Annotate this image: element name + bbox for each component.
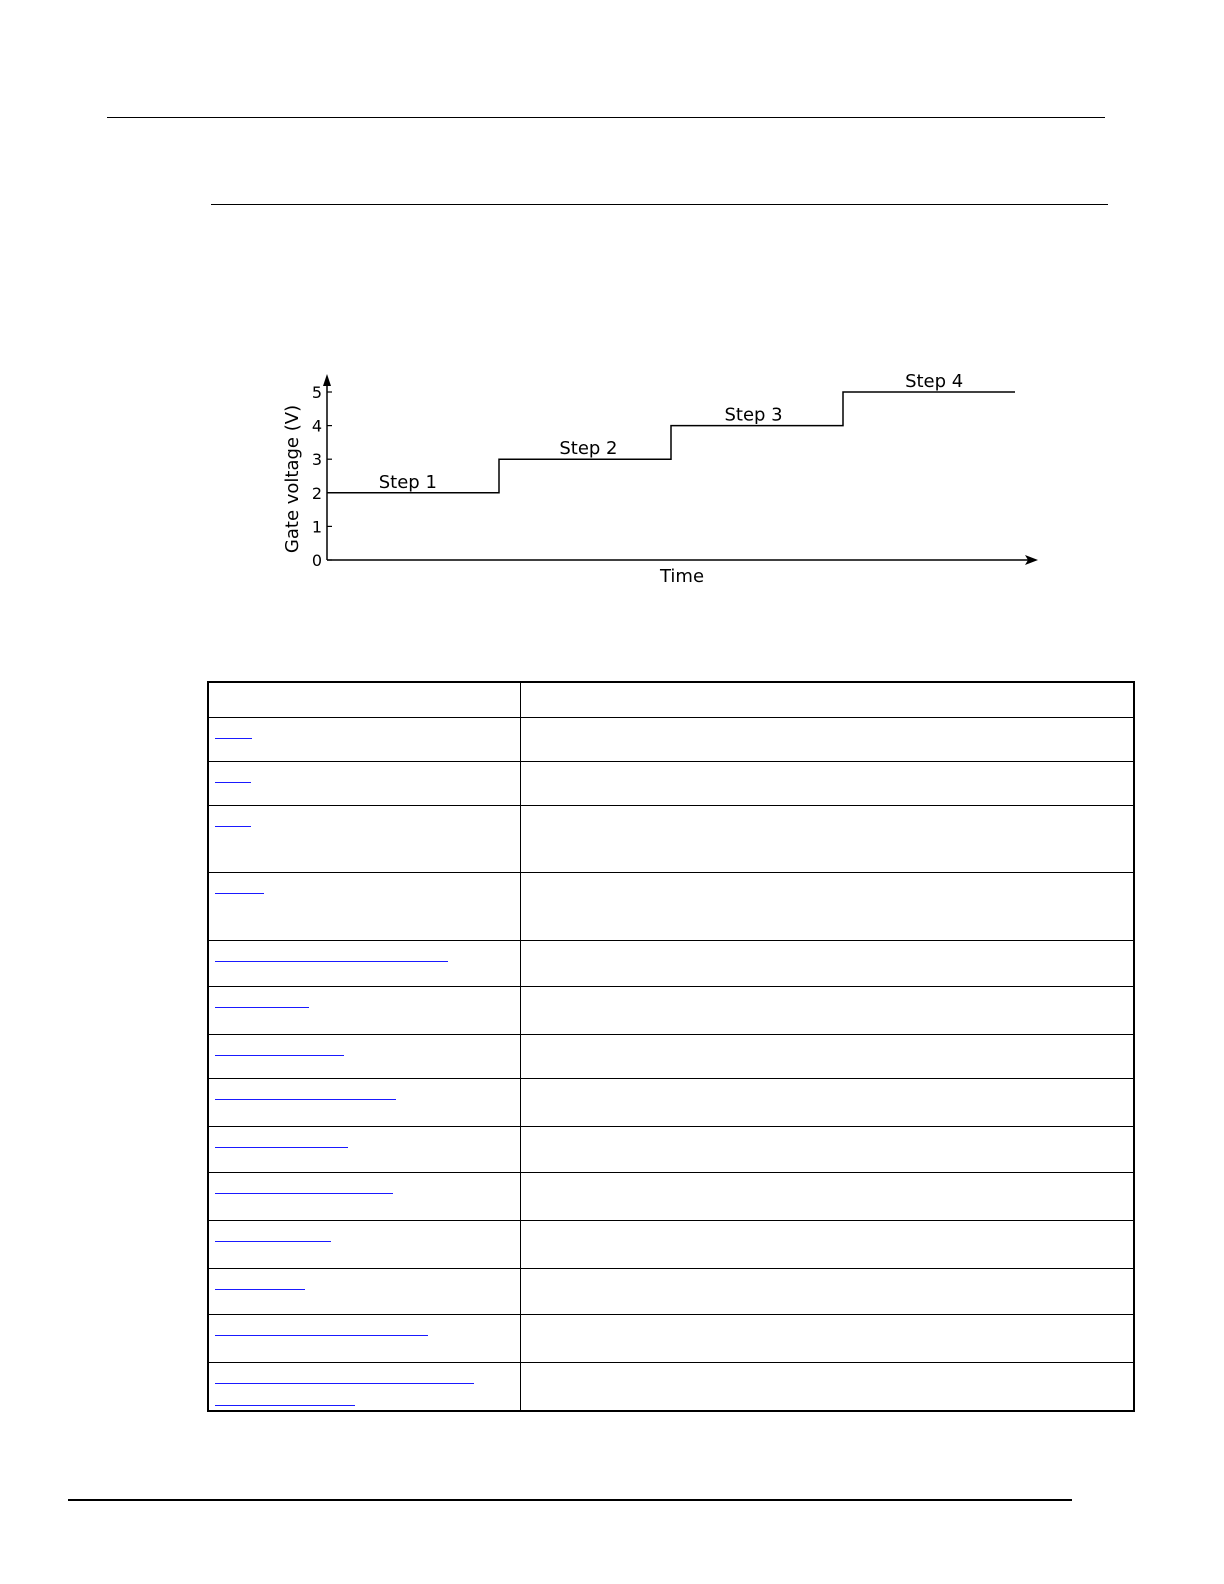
y-tick-label: 0 <box>311 551 322 570</box>
description-cell <box>521 1269 1135 1315</box>
description-cell <box>521 1363 1135 1411</box>
description-cell <box>521 1127 1135 1173</box>
y-axis-label: Gate voltage (V) <box>282 404 303 554</box>
step-2-label: Step 2 <box>559 438 618 460</box>
footer-rule <box>68 1499 1072 1501</box>
command-link[interactable] <box>215 826 251 827</box>
step-3-label: Step 3 <box>724 404 783 426</box>
command-link[interactable] <box>215 1383 474 1384</box>
header-rule <box>107 117 1105 118</box>
command-link[interactable] <box>215 893 264 894</box>
step-4-label: Step 4 <box>905 371 964 392</box>
y-tick-label: 5 <box>311 383 322 402</box>
y-axis-arrow <box>323 374 331 386</box>
command-cell <box>208 1221 521 1269</box>
x-axis-label: Time <box>659 566 705 587</box>
command-link[interactable] <box>215 782 251 783</box>
command-link[interactable] <box>215 1007 309 1008</box>
step-1-label: Step 1 <box>378 471 437 493</box>
command-link[interactable] <box>215 1335 428 1336</box>
command-cell <box>208 873 521 941</box>
command-table <box>207 681 1135 1412</box>
table-row <box>208 1269 1134 1315</box>
table-row <box>208 941 1134 987</box>
command-cell <box>208 1363 521 1411</box>
command-cell <box>208 1173 521 1221</box>
table-body <box>208 718 1134 1411</box>
table-row <box>208 987 1134 1035</box>
command-link[interactable] <box>215 1099 396 1100</box>
command-cell <box>208 1079 521 1127</box>
table-row <box>208 762 1134 806</box>
table-row <box>208 1035 1134 1079</box>
table-row <box>208 1221 1134 1269</box>
description-cell <box>521 718 1135 762</box>
description-cell <box>521 762 1135 806</box>
y-ticks <box>312 383 332 570</box>
description-cell <box>521 806 1135 873</box>
command-link[interactable] <box>215 1289 305 1290</box>
command-cell <box>208 806 521 873</box>
description-cell <box>521 941 1135 987</box>
table-row <box>208 1079 1134 1127</box>
section-rule <box>211 204 1108 205</box>
command-link[interactable] <box>215 1147 348 1148</box>
header-cell <box>521 682 1135 718</box>
table-row <box>208 1315 1134 1363</box>
y-tick-label: 4 <box>311 416 322 436</box>
chart-axes <box>323 374 1038 565</box>
table-row <box>208 806 1134 873</box>
command-link[interactable] <box>215 1193 393 1194</box>
command-cell <box>208 941 521 987</box>
description-cell <box>521 873 1135 941</box>
command-link[interactable] <box>215 961 448 962</box>
table-row <box>208 1127 1134 1173</box>
header-cell <box>208 682 521 718</box>
description-cell <box>521 1079 1135 1127</box>
command-link[interactable] <box>215 1405 355 1406</box>
command-link[interactable] <box>215 738 252 739</box>
description-cell <box>521 1173 1135 1221</box>
y-tick-label: 3 <box>311 450 322 470</box>
command-cell <box>208 987 521 1035</box>
y-tick-label: 1 <box>311 517 322 537</box>
command-cell <box>208 1035 521 1079</box>
description-cell <box>521 1221 1135 1269</box>
table-row <box>208 873 1134 941</box>
command-cell <box>208 1315 521 1363</box>
gate-voltage-step-chart <box>270 360 1060 600</box>
command-link[interactable] <box>215 1055 344 1056</box>
y-tick-label: 2 <box>311 483 322 503</box>
description-cell <box>521 987 1135 1035</box>
command-cell <box>208 762 521 806</box>
command-cell <box>208 718 521 762</box>
table-row <box>208 1173 1134 1221</box>
command-cell <box>208 1269 521 1315</box>
table-row <box>208 718 1134 762</box>
table-row <box>208 1363 1134 1411</box>
command-cell <box>208 1127 521 1173</box>
command-link[interactable] <box>215 1241 331 1242</box>
description-cell <box>521 1035 1135 1079</box>
table-header-row <box>208 682 1134 718</box>
description-cell <box>521 1315 1135 1363</box>
